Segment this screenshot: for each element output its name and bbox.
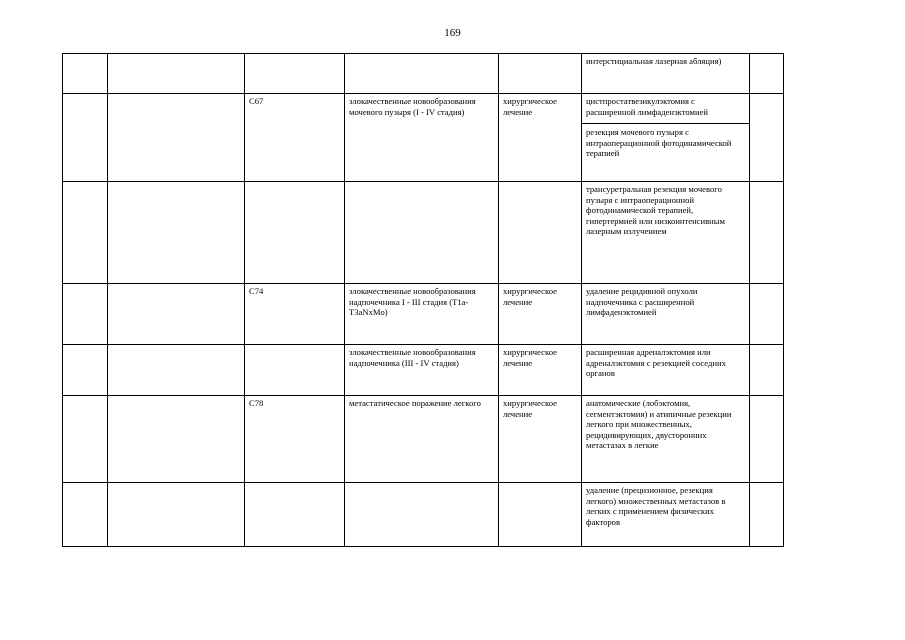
treatment-method-text: интерстициальная лазерная абляция) (586, 56, 722, 66)
standard-cell (750, 94, 784, 182)
vmp-name-cell (108, 284, 245, 345)
table-row (63, 94, 784, 182)
treatment-type-cell (499, 483, 582, 547)
standard-cell (750, 396, 784, 483)
table-row (63, 182, 784, 284)
treatment-method-text: расширенная адреналэктомия или адреналэктомия с резекцией соседних органов (586, 347, 726, 379)
treatment-method-text: цистпростатвезикулэктомия с расширенной лимфаденэктомией (586, 96, 708, 117)
treatment-method-cell (582, 94, 750, 182)
treatment-type-cell: хирургическое лечение (499, 396, 582, 483)
treatment-type-cell: хирургическое лечение (499, 94, 582, 182)
icd-code-cell (245, 483, 345, 547)
treatment-method-text: трансуретральная резекция мочевого пузыря с интраоперационной фотодинамической терапией, гипертермией или низкоинтенсивным лазерным излучением (586, 184, 725, 237)
standard-cell (750, 54, 784, 94)
diagnosis-cell (345, 182, 499, 284)
icd-code-cell (245, 182, 345, 284)
treatment-method-text: удаление рецидивной опухоли надпочечника с расширенной лимфаденэктомией (586, 286, 698, 318)
treatment-method-text: удаление (прецизионное, резекция легкого) множественных метастазов в легких с применением физических факторов (586, 485, 726, 527)
diagnosis-cell: метастатическое поражение легкого (345, 396, 499, 483)
table-row (63, 396, 784, 483)
row-number-cell (63, 182, 108, 284)
icd-code-cell: C74 (245, 284, 345, 345)
row-number-cell (63, 396, 108, 483)
icd-code-cell: C67 (245, 94, 345, 182)
row-number-cell (63, 54, 108, 94)
standard-cell (750, 182, 784, 284)
treatment-method-cell (582, 483, 750, 547)
treatment-method-text: резекция мочевого пузыря с интраоперационной фотодинамической терапией (582, 123, 749, 159)
vmp-name-cell (108, 396, 245, 483)
treatment-method-cell (582, 182, 750, 284)
diagnosis-cell: злокачественные новообразования надпочечника I - III стадия (T1a-T3aNxMo) (345, 284, 499, 345)
table-row (63, 345, 784, 396)
icd-code-cell: C78 (245, 396, 345, 483)
standard-cell (750, 284, 784, 345)
diagnosis-cell (345, 483, 499, 547)
diagnosis-cell: злокачественные новообразования мочевого пузыря (I - IV стадия) (345, 94, 499, 182)
treatment-method-cell (582, 345, 750, 396)
treatment-method-cell (582, 284, 750, 345)
treatment-type-cell (499, 54, 582, 94)
page-number: 169 (444, 27, 461, 39)
row-number-cell (63, 94, 108, 182)
treatment-type-cell: хирургическое лечение (499, 345, 582, 396)
vmp-name-cell (108, 182, 245, 284)
diagnosis-cell: злокачественные новообразования надпочечника (III - IV стадия) (345, 345, 499, 396)
treatment-method-cell (582, 396, 750, 483)
row-number-cell (63, 345, 108, 396)
vmp-name-cell (108, 345, 245, 396)
vmp-name-cell (108, 94, 245, 182)
row-number-cell (63, 483, 108, 547)
table-row (63, 284, 784, 345)
standard-cell (750, 345, 784, 396)
treatment-type-cell (499, 182, 582, 284)
table-row (63, 54, 784, 94)
treatment-method-text: анатомические (лобэктомия, сегментэктомия) и атипичные резекции легкого при множественных, рецидивирующих, двусторонних метастазах в легкие (586, 398, 732, 451)
vmp-name-cell (108, 483, 245, 547)
treatment-type-cell: хирургическое лечение (499, 284, 582, 345)
medical-care-table (62, 53, 784, 547)
icd-code-cell (245, 345, 345, 396)
table-row (63, 483, 784, 547)
diagnosis-cell (345, 54, 499, 94)
icd-code-cell (245, 54, 345, 94)
row-number-cell (63, 284, 108, 345)
standard-cell (750, 483, 784, 547)
vmp-name-cell (108, 54, 245, 94)
treatment-method-cell (582, 54, 750, 94)
